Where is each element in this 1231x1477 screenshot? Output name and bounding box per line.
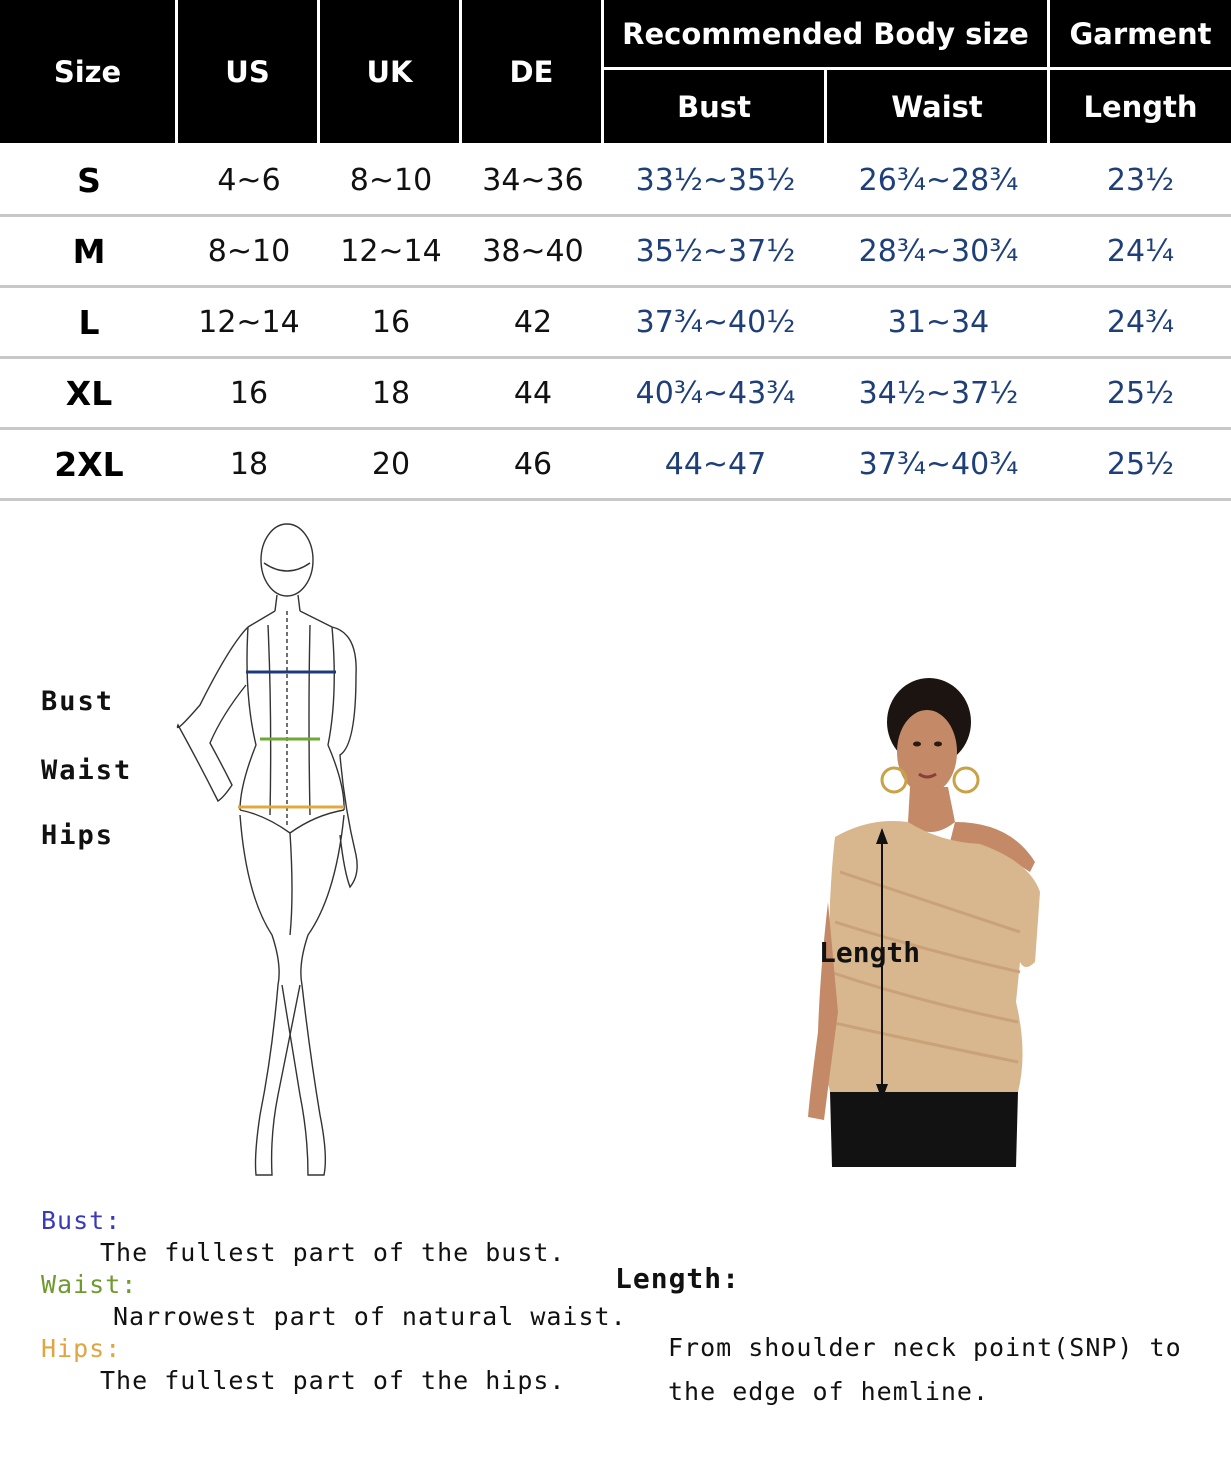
table-row xyxy=(0,430,1231,501)
header-bust: Bust xyxy=(604,70,827,146)
header-us: US xyxy=(178,0,320,146)
uk-cell: 12~14 xyxy=(320,217,462,288)
definition-bust-term: Bust: xyxy=(41,1206,122,1235)
de-cell: 42 xyxy=(462,288,604,359)
figure-label-hips: Hips xyxy=(41,820,115,851)
definition-length-term: Length: xyxy=(615,1262,741,1295)
definition-bust-text: The fullest part of the bust. xyxy=(100,1238,566,1267)
table-row xyxy=(0,217,1231,288)
bust-cell: 40¾~43¾ xyxy=(604,359,827,430)
uk-cell: 20 xyxy=(320,430,462,501)
header-garment: Garment xyxy=(1050,0,1231,70)
header-waist: Waist xyxy=(827,70,1050,146)
size-cell: L xyxy=(0,288,178,359)
figure-label-bust: Bust xyxy=(41,686,115,717)
us-cell: 4~6 xyxy=(178,146,320,217)
figure-label-waist: Waist xyxy=(41,755,133,786)
size-cell: S xyxy=(0,146,178,217)
us-cell: 12~14 xyxy=(178,288,320,359)
us-cell: 8~10 xyxy=(178,217,320,288)
size-cell: XL xyxy=(0,359,178,430)
uk-cell: 8~10 xyxy=(320,146,462,217)
waist-cell: 37¾~40¾ xyxy=(827,430,1050,501)
header-length: Length xyxy=(1050,70,1231,146)
definition-waist-term: Waist: xyxy=(41,1270,138,1299)
waist-cell: 28¾~30¾ xyxy=(827,217,1050,288)
length-cell: 23½ xyxy=(1050,146,1231,217)
de-cell: 38~40 xyxy=(462,217,604,288)
de-cell: 46 xyxy=(462,430,604,501)
waist-cell: 34½~37½ xyxy=(827,359,1050,430)
uk-cell: 16 xyxy=(320,288,462,359)
table-row xyxy=(0,288,1231,359)
header-uk: UK xyxy=(320,0,462,146)
bust-cell: 33½~35½ xyxy=(604,146,827,217)
size-cell: 2XL xyxy=(0,430,178,501)
us-cell: 18 xyxy=(178,430,320,501)
definition-waist-text: Narrowest part of natural waist. xyxy=(113,1302,627,1331)
definition-hips-text: The fullest part of the hips. xyxy=(100,1366,566,1395)
de-cell: 44 xyxy=(462,359,604,430)
uk-cell: 18 xyxy=(320,359,462,430)
size-cell: M xyxy=(0,217,178,288)
header-size: Size xyxy=(0,0,178,146)
length-cell: 24¼ xyxy=(1050,217,1231,288)
length-cell: 25½ xyxy=(1050,359,1231,430)
table-row xyxy=(0,146,1231,217)
bust-cell: 37¾~40½ xyxy=(604,288,827,359)
bust-cell: 44~47 xyxy=(604,430,827,501)
header-recommended-body-size: Recommended Body size xyxy=(604,0,1050,70)
size-chart-table xyxy=(0,0,1231,501)
de-cell: 34~36 xyxy=(462,146,604,217)
table-row xyxy=(0,359,1231,430)
model-photo xyxy=(780,672,1042,1167)
waist-cell: 26¾~28¾ xyxy=(827,146,1050,217)
definition-length-text: From shoulder neck point(SNP) to the edge of hemline. xyxy=(668,1333,1182,1406)
body-sketch-illustration xyxy=(160,515,400,1195)
waist-cell: 31~34 xyxy=(827,288,1050,359)
bust-cell: 35½~37½ xyxy=(604,217,827,288)
length-cell: 24¾ xyxy=(1050,288,1231,359)
us-cell: 16 xyxy=(178,359,320,430)
header-de: DE xyxy=(462,0,604,146)
definition-hips-term: Hips: xyxy=(41,1334,122,1363)
length-cell: 25½ xyxy=(1050,430,1231,501)
photo-length-label: Length xyxy=(819,936,921,969)
